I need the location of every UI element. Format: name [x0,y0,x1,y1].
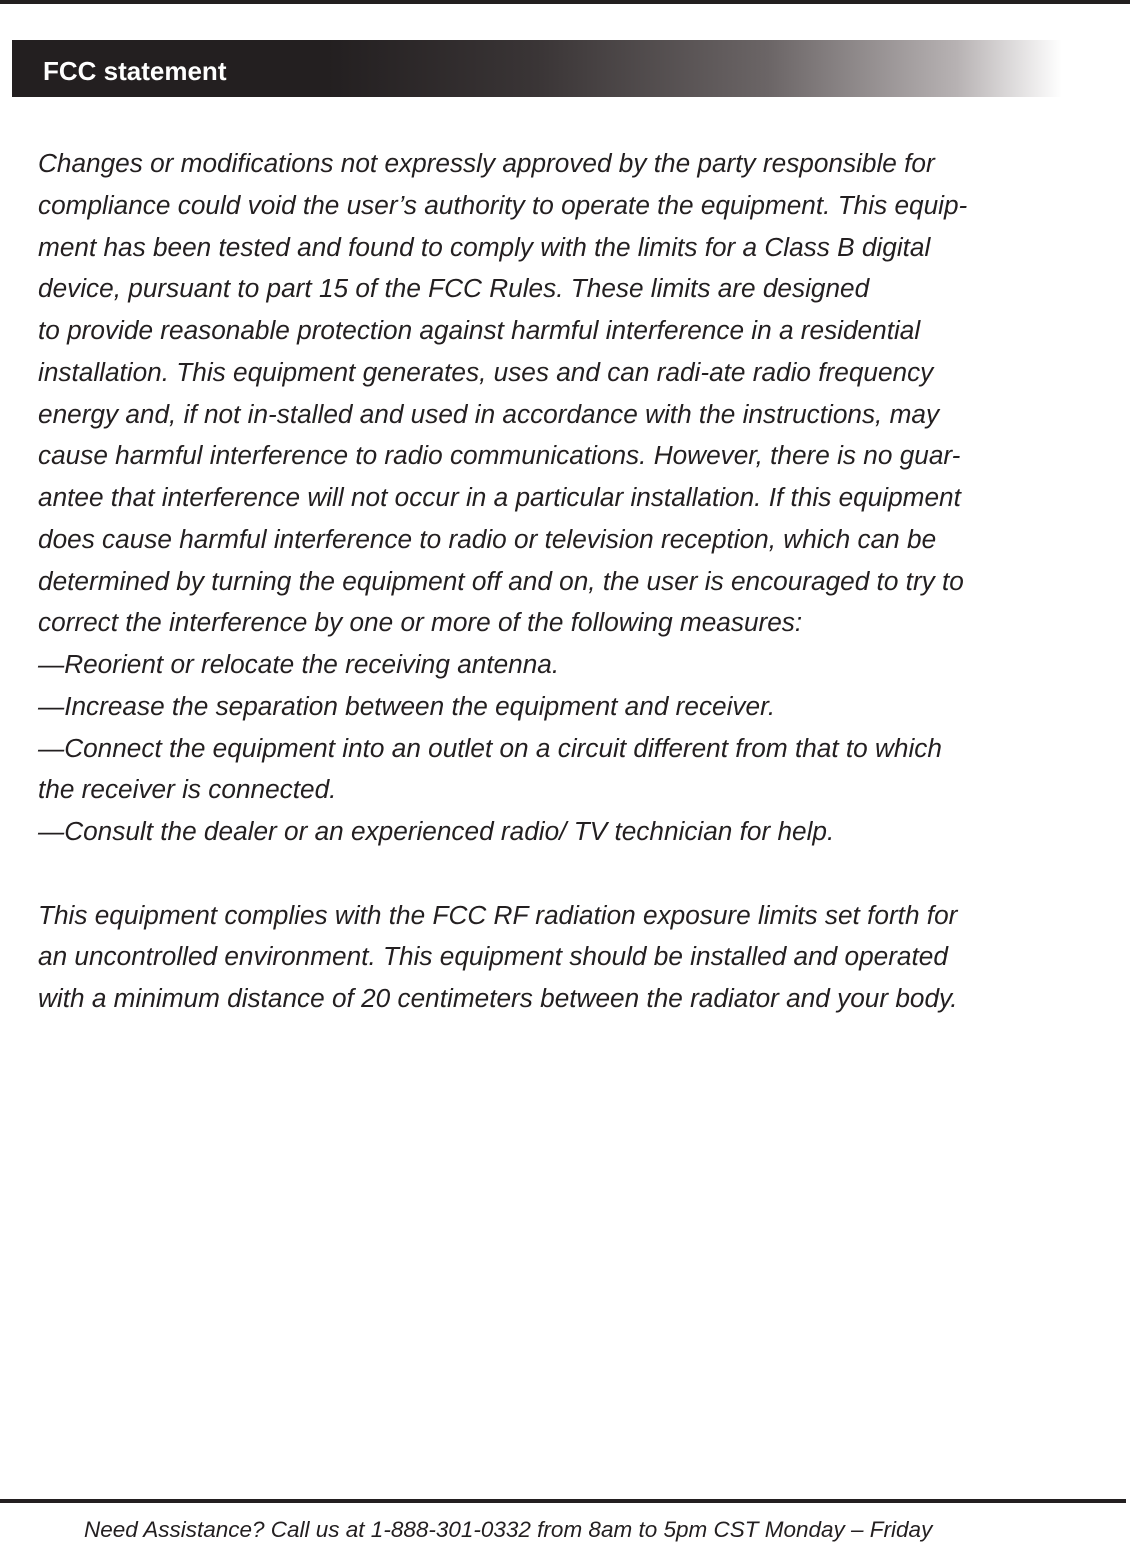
paragraph-line: to provide reasonable protection against harmful interference in a residential [38,315,921,345]
paragraph-line: determined by turning the equipment off and on, the user is encouraged to try to [38,565,964,596]
paragraph-line: Changes or modifications not expressly approved by the party responsible for [38,148,935,178]
paragraph-line: device, pursuant to part 15 of the FCC Rules. These limits are designed [38,273,870,304]
paragraph-line: installation. This equipment generates, uses and can radi-ate radio frequency [38,356,934,387]
measure-item: —Reorient or relocate the receiving antenna. [38,649,560,679]
rf-exposure-paragraph [38,895,1118,1020]
paragraph-line: does cause harmful interference to radio or television reception, which can be [38,523,937,554]
section-title: FCC statement [43,56,227,86]
paragraph-spacer [38,853,1118,895]
compliance-paragraph [38,143,1118,644]
fcc-statement-body [38,143,1118,1020]
measure-item: —Consult the dealer or an experienced radio/ TV technician for help. [38,816,835,846]
top-rule [0,0,1130,4]
section-header-bar [12,40,1062,97]
paragraph-line: with a minimum distance of 20 centimeters between the radiator and your body. [38,983,958,1013]
assistance-footer: Need Assistance? Call us at 1-888-301-0332 from 8am to 5pm CST Monday – Friday [84,1517,933,1542]
paragraph-line: correct the interference by one or more of the following measures: [38,607,803,638]
paragraph-line: This equipment complies with the FCC RF radiation exposure limits set forth for [38,899,958,930]
measure-item-continuation: the receiver is connected. [38,774,337,805]
measure-item: —Increase the separation between the equipment and receiver. [38,690,776,721]
paragraph-line: compliance could void the user’s authority to operate the equipment. This equip- [38,189,968,220]
paragraph-line: cause harmful interference to radio communications. However, there is no guar- [38,440,961,471]
paragraph-line: ment has been tested and found to comply with the limits for a Class B digital [38,231,931,262]
paragraph-line: energy and, if not in-stalled and used in accordance with the instructions, may [38,398,940,429]
bottom-rule [0,1499,1126,1503]
paragraph-line: an uncontrolled environment. This equipment should be installed and operated [38,941,948,972]
measures-list [38,644,1118,853]
measure-item: —Connect the equipment into an outlet on a circuit different from that to which [38,732,942,763]
paragraph-line: antee that interference will not occur in a particular installation. If this equipment [38,482,961,512]
